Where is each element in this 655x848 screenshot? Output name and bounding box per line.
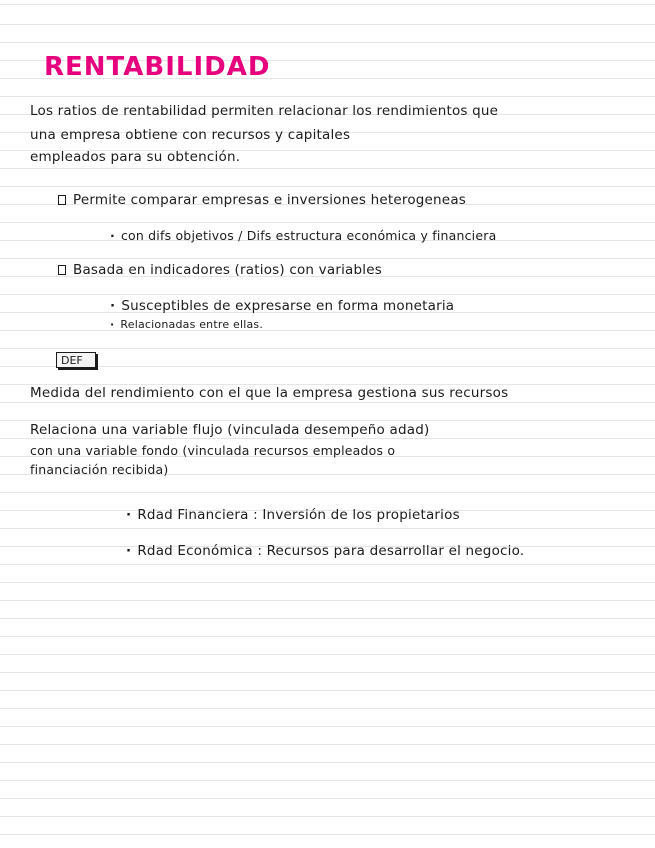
point-1-sub-text: con difs objetivos / Difs estructura económica y financiera <box>120 228 497 243</box>
type-financiera <box>126 507 460 523</box>
def-line-3: con una variable fondo (vinculada recursos empleados o <box>30 443 396 458</box>
point-1-text: Permite comparar empresas e inversiones heterogeneas <box>73 192 467 208</box>
def-label-box: DEF <box>56 352 96 368</box>
def-line-4: financiación recibida) <box>30 462 169 477</box>
bullet-dot-icon: · <box>126 507 132 523</box>
point-2-sub-2 <box>110 318 263 331</box>
point-1 <box>58 192 466 208</box>
point-2-text: Basada en indicadores (ratios) con variables <box>73 262 382 278</box>
bullet-dot-icon: · <box>110 298 116 314</box>
intro-line-2: una empresa obtiene con recursos y capitales <box>30 127 351 143</box>
point-2-sub-2-text: Relacionadas entre ellas. <box>120 318 264 331</box>
type-economica-text: Rdad Económica : Recursos para desarrollar el negocio. <box>137 543 525 559</box>
intro-line-1: Los ratios de rentabilidad permiten relacionar los rendimientos que <box>30 103 499 119</box>
bullet-dot-icon: · <box>110 318 115 331</box>
bullet-dot-icon: · <box>126 543 132 559</box>
point-2 <box>58 262 382 278</box>
square-bullet-icon <box>58 195 66 205</box>
point-2-sub-1-text: Susceptibles de expresarse en forma monetaria <box>121 298 455 314</box>
def-line-1: Medida del rendimiento con el que la empresa gestiona sus recursos <box>30 385 509 401</box>
point-1-sub <box>110 228 496 243</box>
page-title: RENTABILIDAD <box>44 52 271 82</box>
def-line-2: Relaciona una variable flujo (vinculada desempeño adad) <box>30 422 430 438</box>
bullet-dot-icon: · <box>110 228 115 243</box>
intro-line-3: empleados para su obtención. <box>30 149 241 165</box>
type-economica <box>126 543 524 559</box>
square-bullet-icon <box>58 265 66 275</box>
type-financiera-text: Rdad Financiera : Inversión de los propietarios <box>137 507 460 523</box>
point-2-sub-1 <box>110 298 454 314</box>
